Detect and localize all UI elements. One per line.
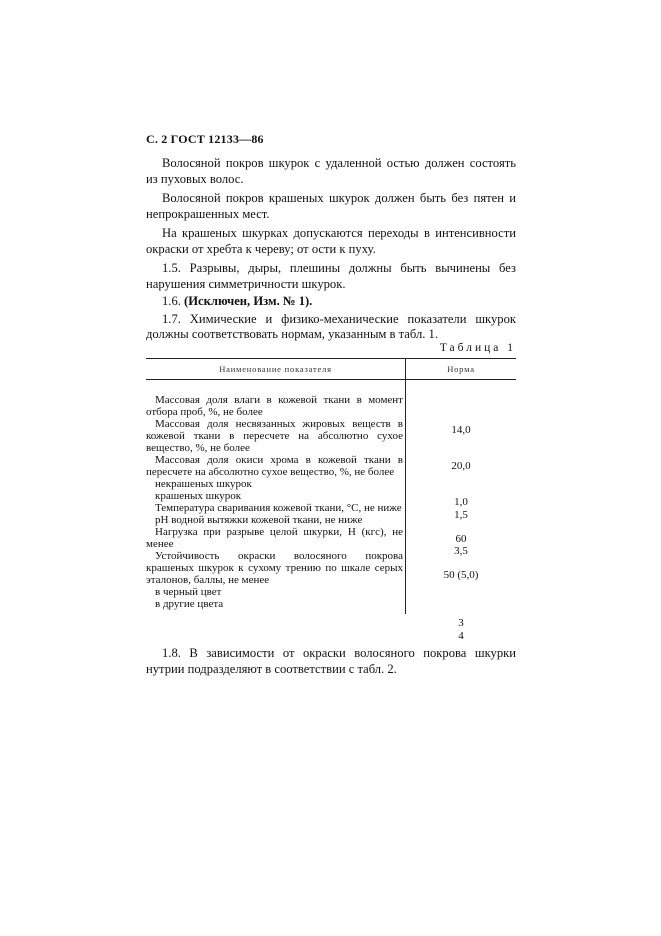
paragraph: На крашеных шкурках допускаются переходы в интенсивности окраски от хребта к череву; от ости к пуху. xyxy=(146,226,516,256)
table-row-value: 4 xyxy=(458,630,464,642)
table-row-name: Нагрузка при разрыве целой шкурки, Н (кгс), не менее xyxy=(146,526,403,550)
table-row-value: 14,0 xyxy=(451,424,471,436)
column-header-norm: Норма xyxy=(447,364,475,374)
table-row-name: Массовая доля окиси хрома в кожевой ткани в пересчете на абсолютно сухое вещество, %, не более xyxy=(146,454,403,478)
table-row-value: 50 (5,0) xyxy=(443,569,479,581)
paragraph-1-8-block xyxy=(146,646,516,677)
table-row-name: Температура сваривания кожевой ткани, °С, не ниже xyxy=(155,502,402,514)
excluded-note: (Исключен, Изм. № 1). xyxy=(184,294,313,308)
paragraph-1-6 xyxy=(146,294,516,310)
table-caption: Таблица 1 xyxy=(439,342,516,354)
table-row-value: 60 xyxy=(455,533,467,545)
table-row-name: рН водной вытяжки кожевой ткани, не ниже xyxy=(155,514,363,526)
paragraph-number: 1.6. xyxy=(162,294,181,308)
norm-column xyxy=(406,380,516,642)
table-row-value: 1,0 xyxy=(454,496,468,508)
names-column xyxy=(146,380,406,614)
table-row-name: в черный цвет xyxy=(155,586,222,598)
table-1 xyxy=(146,358,516,642)
paragraph-1-8: 1.8. В зависимости от окраски волосяного покрова шкурки нутрии подразделяют в соответствии с табл. 2. xyxy=(146,646,516,676)
table-row-name: Массовая доля влаги в кожевой ткани в момент отбора проб, %, не более xyxy=(146,394,403,418)
paragraph: Волосяной покров шкурок с удаленной остью должен состоять из пуховых волос. xyxy=(146,156,516,186)
table-row-name: некрашеных шкурок xyxy=(155,478,252,490)
table-row-value: 3 xyxy=(458,617,464,629)
table-row-name: крашеных шкурок xyxy=(155,490,242,502)
table-body xyxy=(146,380,516,642)
table-header xyxy=(146,358,516,380)
paragraph: 1.5. Разрывы, дыры, плешины должны быть вычинены без нарушения симметричности шкурок. xyxy=(146,261,516,291)
column-header-name: Наименование показателя xyxy=(146,359,406,379)
paragraph: Волосяной покров крашеных шкурок должен быть без пятен и непрокрашенных мест. xyxy=(146,191,516,221)
table-row-value: 20,0 xyxy=(451,460,471,472)
table-row-name: Устойчивость окраски волосяного покрова крашеных шкурок к сухому трению по шкале серых эталонов, баллы, не менее xyxy=(146,550,403,586)
page-header: С. 2 ГОСТ 12133—86 xyxy=(146,132,264,146)
table-row-value: 3,5 xyxy=(454,545,468,557)
table-row-name: в другие цвета xyxy=(155,598,224,610)
body-text xyxy=(146,156,516,347)
paragraph-1-7: 1.7. Химические и физико-механические показатели шкурок должны соответствовать нормам, указанным в табл. 1. xyxy=(146,311,516,341)
table-row-value: 1,5 xyxy=(454,509,468,521)
table-row-name: Массовая доля несвязанных жировых веществ в кожевой ткани в пересчете на абсолютно сухое вещество, %, не более xyxy=(146,418,403,454)
